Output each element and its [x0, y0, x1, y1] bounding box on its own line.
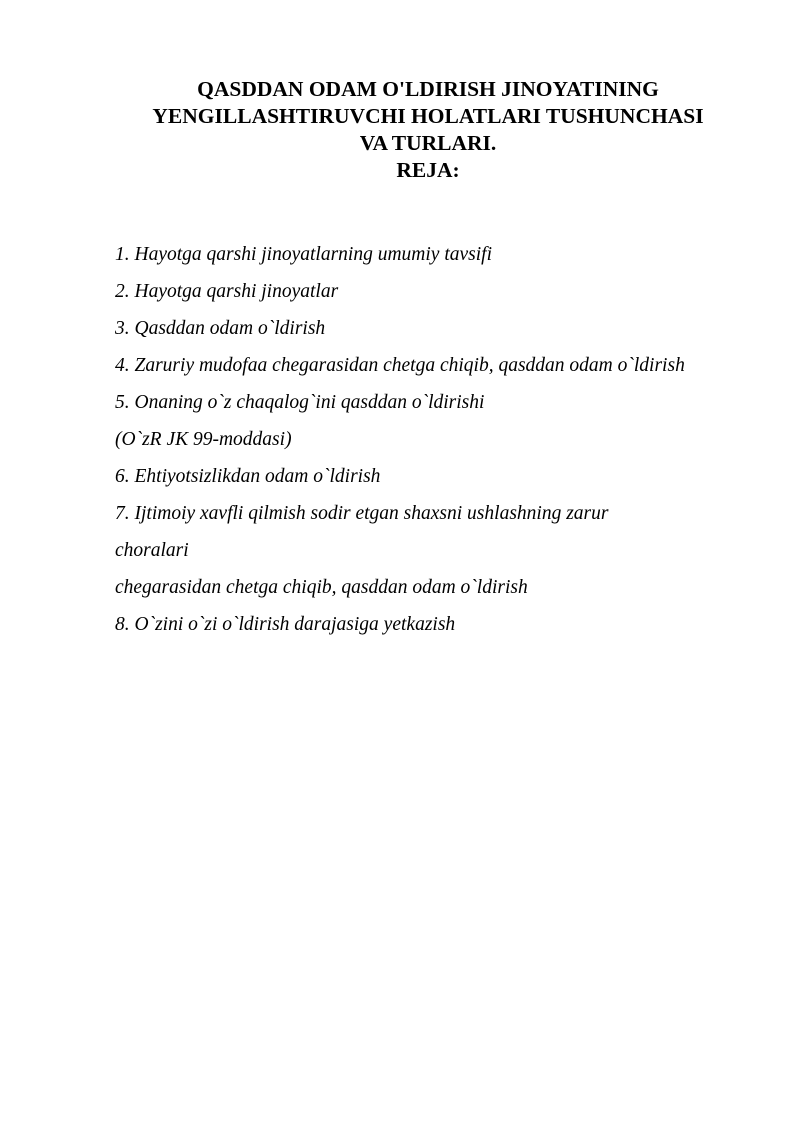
plan-heading: REJA: — [396, 158, 460, 182]
plan-item-2: 2. Hayotga qarshi jinoyatlar — [115, 281, 339, 302]
plan-item-7: 7. Ijtimoiy xavfli qilmish sodir etgan shaxsni ushlashning zarur — [115, 503, 609, 524]
title-line-1: QASDDAN ODAM O'LDIRISH JINOYATINING — [197, 77, 659, 101]
plan-item-1: 1. Hayotga qarshi jinoyatlarning umumiy tavsifi — [115, 244, 492, 265]
plan-item-7-continuation: chegarasidan chetga chiqib, qasddan odam o`ldirish — [115, 577, 528, 598]
plan-list — [115, 236, 775, 643]
title-line-3: VA TURLARI. — [359, 131, 497, 155]
plan-item-5: 5. Onaning o`z chaqalog`ini qasddan o`ldirishi — [115, 392, 485, 413]
plan-item-7-continuation: choralari — [115, 540, 189, 561]
document-title — [100, 76, 756, 184]
plan-item-8: 8. O`zini o`zi o`ldirish darajasiga yetkazish — [115, 614, 456, 635]
plan-item-6: 6. Ehtiyotsizlikdan odam o`ldirish — [115, 466, 381, 487]
plan-item-5-continuation: (O`zR JK 99-moddasi) — [115, 429, 292, 450]
plan-item-4: 4. Zaruriy mudofaa chegarasidan chetga chiqib, qasddan odam o`ldirish — [115, 355, 685, 376]
plan-item-3: 3. Qasddan odam o`ldirish — [115, 318, 326, 339]
title-line-2: YENGILLASHTIRUVCHI HOLATLARI TUSHUNCHASI — [152, 104, 704, 128]
